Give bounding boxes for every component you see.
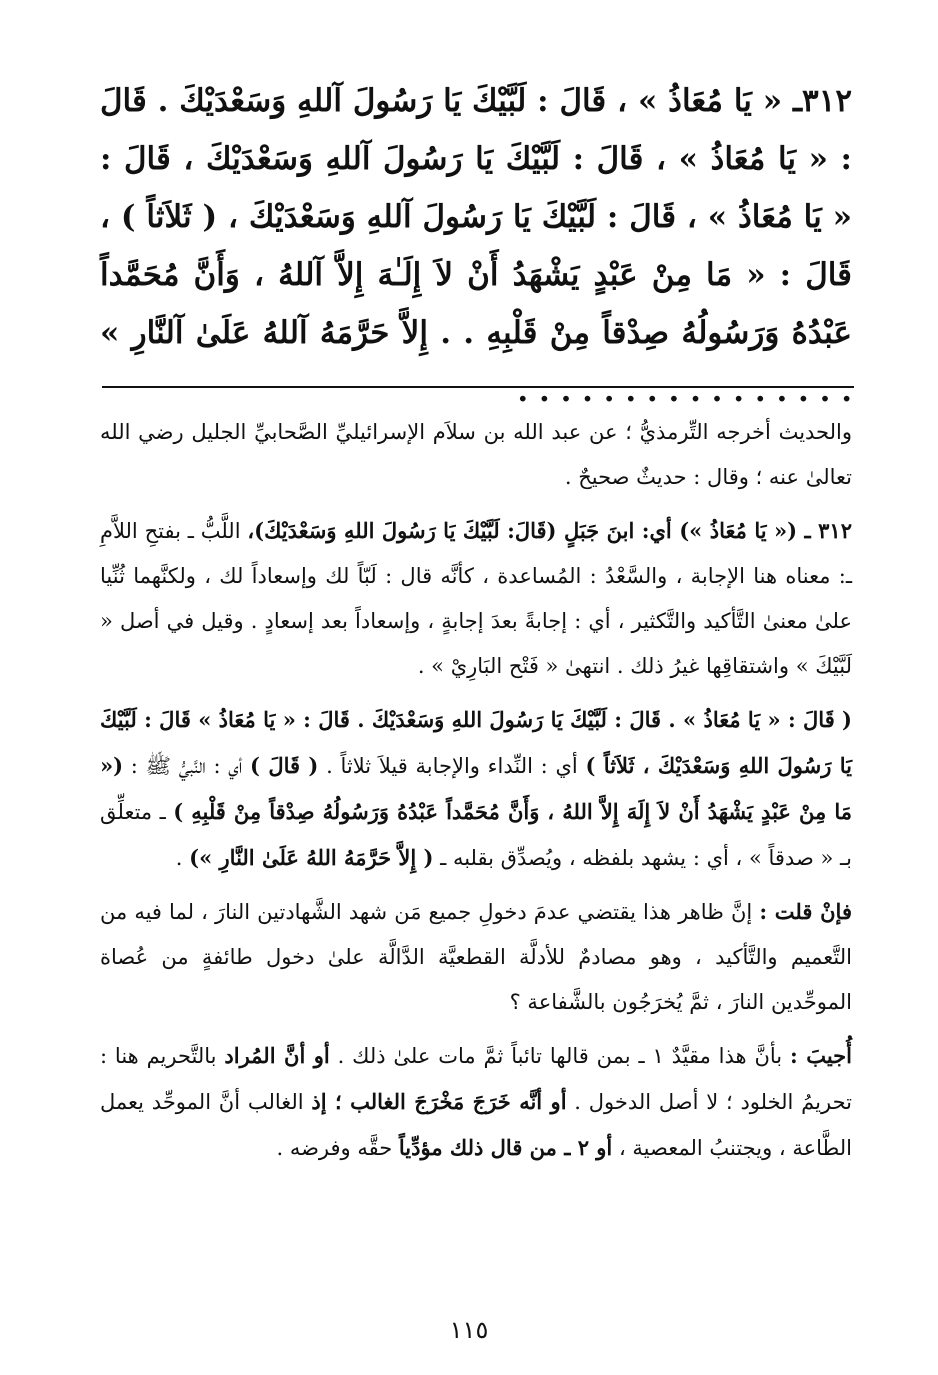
answer-part-1: بأنَّ هذا مقيَّدٌ ١ ـ بمن قالها تائباً ثمَّ مات علىٰ ذلك . xyxy=(329,1044,790,1068)
commentary-block xyxy=(100,410,852,1179)
answer-part-6: أو ٢ ـ من قال ذلك مؤدِّياً xyxy=(398,1135,613,1160)
qaal-explain-1: أي : النِّداء والإجابة قيلاَ ثلاثاً . xyxy=(318,754,586,778)
footnote-divider xyxy=(102,386,854,388)
qaal-quote-4: ( إِلاَّ حَرَّمَهُ اللهُ عَلَىٰ النَّارِ ») xyxy=(189,845,434,870)
objection-paragraph xyxy=(100,889,852,1025)
qaal-end: . xyxy=(175,846,190,870)
page-number: ١١٥ xyxy=(449,1316,489,1344)
answer-part-7: حقَّه وفرضه . xyxy=(276,1136,399,1160)
commentary-312 xyxy=(100,508,852,689)
commentary-312-body: اللَّبُّ ـ بفتحِ اللاَّمِ ـ: معناه هنا الإجابة ، والسَّعْدُ : المُساعدة ، كأنَّه قال : لَبّاً لك وإسعاداً لك ، ولكنَّهما ثُنِّيا علىٰ معنىٰ التَّأكيد والتَّكثير ، أي : إجابةً بعدَ إجابةٍ ، وإسعاداً بعد إسعادٍ . وقيل في أصل « لَبَّيْكَ » واشتقاقِها غيرُ ذلك . انتهىٰ « فَتْح البَارِيْ » . xyxy=(100,519,852,678)
objection-lead: فإنْ قلت : xyxy=(759,899,852,924)
answer-lead: أُجيبَ : xyxy=(789,1043,852,1068)
objection-body: إنَّ ظاهر هذا يقتضي عدمَ دخولِ جميع مَن شهد الشَّهادتين النارَ ، لما فيه من التَّعميم والتَّأكيد ، وهو مصادمٌ للأدلَّة القطعيَّة الدَّالَّة علىٰ دخول طائفةٍ من عُصاة الموحِّدين النارَ ، ثمَّ يُخرَجُون بالشَّفاعة ؟ xyxy=(100,900,852,1014)
hadith-text: ٣١٢ـ « يَا مُعَاذُ » ، قَالَ : لَبَّيْكَ يَا رَسُولَ آللهِ وَسَعْدَيْكَ . قَالَ : « يَا مُعَاذُ » ، قَالَ : لَبَّيْكَ يَا رَسُولَ آللهِ وَسَعْدَيْكَ ، قَالَ : « يَا مُعَاذُ » ، قَالَ : لَبَّيْكَ يَا رَسُولَ آللهِ وَسَعْدَيْكَ ، ( ثَلاَثاً ) ، قَالَ : « مَا مِنْ عَبْدٍ يَشْهَدُ أَنْ لاَ إِلَـٰهَ إِلاَّ آللهُ ، وَأَنَّ مُحَمَّداً عَبْدُهُ وَرَسُولُهُ صِدْقاً مِنْ قَلْبِهِ . . إِلاَّ حَرَّمَهُ آللهُ عَلَىٰ آلنَّارِ » . . . . . . . . . . . . . . . . xyxy=(100,83,852,409)
qaal-quote-2: ( قَالَ ) xyxy=(250,753,319,778)
answer-part-2: أو أنَّ المُراد xyxy=(224,1043,330,1068)
answer-part-5: الغالب أنَّ الموحِّد يعمل الطَّاعة ، ويجتنبُ المعصية ، xyxy=(100,1090,852,1160)
answer-part-4: أو أنَّه خَرَجَ مَخْرَجَ الغالب ؛ إذ xyxy=(311,1089,567,1114)
commentary-qaal xyxy=(100,697,852,881)
answer-part-3: بالتَّحريم هنا : تحريمُ الخلود ؛ لا أصل الدخول . xyxy=(100,1044,852,1114)
commentary-312-head: ٣١٢ ـ (« يَا مُعَاذُ ») أي: ابنَ جَبَلٍ (قَالَ: لَبَّيْكَ يَا رَسُولَ اللهِ وَسَعْدَيْكَ)، xyxy=(247,518,852,543)
source-note: والحديث أخرجه التِّرمذيُّ ؛ عن عبد الله بن سلاَم الإسرائيليِّ الصَّحابيِّ الجليل رضي الله تعالىٰ عنه ؛ وقال : حديثٌ صحيحٌ . xyxy=(100,420,852,489)
qaal-quote-3: (« مَا مِنْ عَبْدٍ يَشْهَدُ أَنْ لاَ إِلَهَ إِلاَّ اللهُ ، وَأَنَّ مُحَمَّداً عَبْدُهُ وَرَسُولُهُ صِدْقاً مِنْ قَلْبِهِ ) xyxy=(100,753,852,824)
answer-paragraph xyxy=(100,1033,852,1171)
qaal-explain-2: أي : النَّبيُّ ﷺ : xyxy=(123,754,251,778)
qaal-explain-3: ـ متعلِّق بـ « صدقاً » ، أي : يشهد بلفظه ، ويُصدِّق بقلبه ـ xyxy=(100,800,852,870)
qaal-quote-1: ( قَالَ : « يَا مُعَاذُ » . قَالَ : لَبَّيْكَ يَا رَسُولَ اللهِ وَسَعْدَيْكَ . قَالَ : « يَا مُعَاذُ » قَالَ : لَبَّيْكَ يَا رَسُولَ اللهِ وَسَعْدَيْكَ ، ثَلاَثاً ) xyxy=(100,707,852,778)
